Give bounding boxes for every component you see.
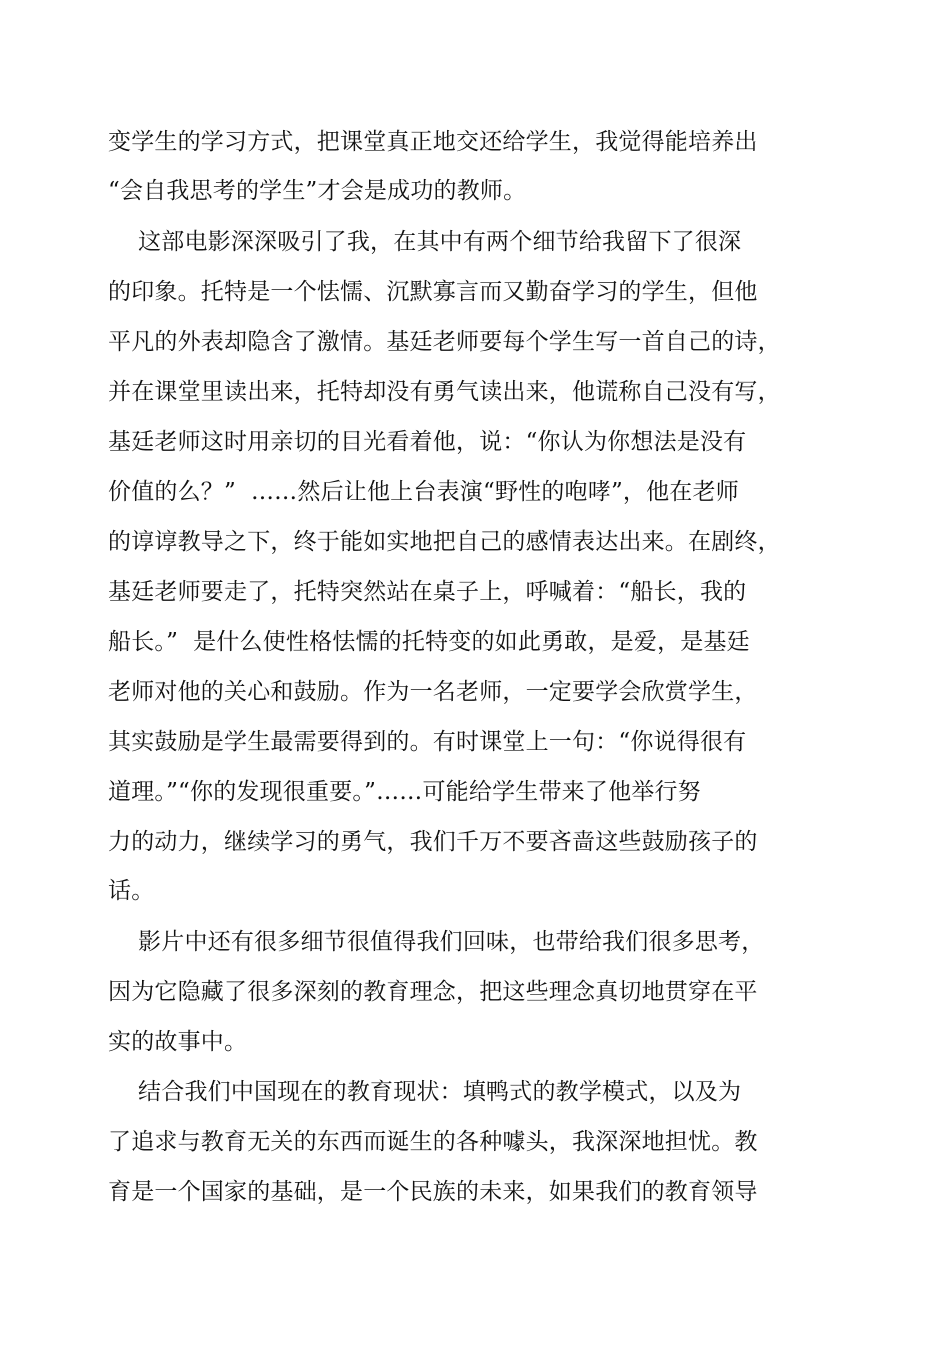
text-line: 其实鼓励是学生最需要得到的。有时课堂上一句：“你说得很有: [108, 729, 747, 755]
text-line: 道理。”“你的发现很重要。”……可能给学生带来了他举行努: [108, 779, 701, 805]
text-line: 育是一个国家的基础，是一个民族的未来，如果我们的教育领导: [108, 1179, 758, 1205]
text-line: 并在课堂里读出来，托特却没有勇气读出来，他谎称自己没有写，: [108, 379, 781, 405]
text-line: 平凡的外表却隐含了激情。基廷老师要每个学生写一首自己的诗，: [108, 329, 781, 355]
text-line: 的印象。托特是一个怯懦、沉默寡言而又勤奋学习的学生，但他: [108, 279, 758, 305]
text-line: 基廷老师要走了，托特突然站在桌子上，呼喊着：“船长，我的: [108, 579, 747, 605]
text-line: 话。: [108, 878, 155, 904]
text-line: 船长。” 是什么使性格怯懦的托特变的如此勇敢，是爱，是基廷: [108, 629, 750, 655]
text-line: 老师对他的关心和鼓励。作为一名老师，一定要学会欣赏学生，: [108, 679, 758, 705]
text-line: 力的动力，继续学习的勇气，我们千万不要吝啬这些鼓励孩子的: [108, 829, 758, 855]
text-line: 因为它隐藏了很多深刻的教育理念，把这些理念真切地贯穿在平: [108, 979, 758, 1005]
text-line: 这部电影深深吸引了我，在其中有两个细节给我留下了很深: [108, 229, 742, 255]
text-line: 基廷老师这时用亲切的目光看着他，说：“你认为你想法是没有: [108, 429, 747, 455]
text-line: 变学生的学习方式，把课堂真正地交还给学生，我觉得能培养出: [108, 129, 758, 155]
text-line: “会自我思考的学生”才会是成功的教师。: [108, 178, 527, 204]
text-line: 实的故事中。: [108, 1029, 248, 1055]
text-line: 价值的么？” ……然后让他上台表演“野性的咆哮”，他在老师: [108, 479, 739, 505]
text-line: 影片中还有很多细节很值得我们回味，也带给我们很多思考，: [108, 929, 765, 955]
text-line: 的谆谆教导之下，终于能如实地把自己的感情表达出来。在剧终，: [108, 529, 781, 555]
text-line: 了追求与教育无关的东西而诞生的各种噱头，我深深地担忧。教: [108, 1129, 758, 1155]
text-line: 结合我们中国现在的教育现状：填鸭式的教学模式，以及为: [108, 1079, 742, 1105]
